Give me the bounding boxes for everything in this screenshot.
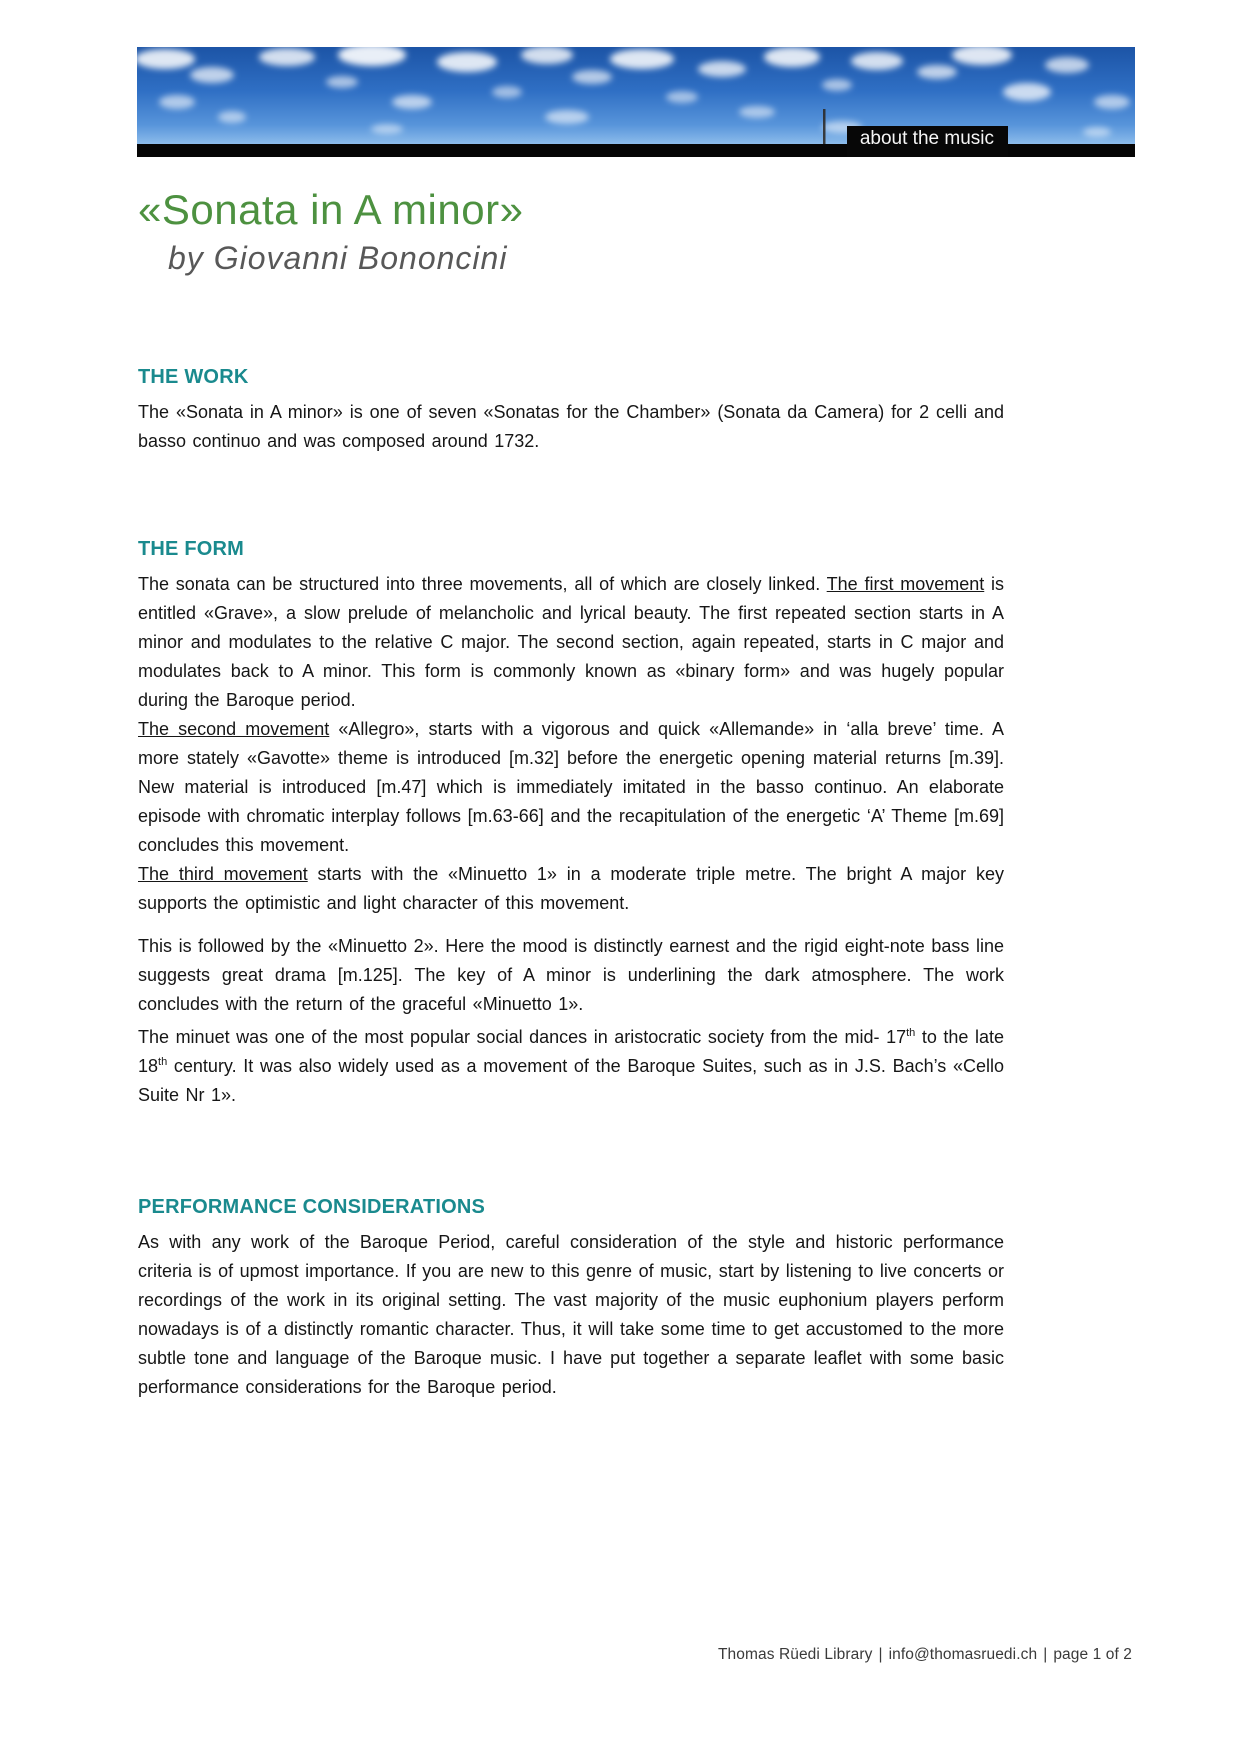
form-p2-underlined-phrase: The second movement: [138, 719, 330, 740]
page-subtitle: by Giovanni Bononcini: [168, 240, 508, 277]
form-p5-c: century. It was also widely used as a movement of the Baroque Suites, such as in J.S. Bach’s «Cello Suite Nr 1».: [138, 1056, 1004, 1106]
form-paragraph-first-movement: [138, 570, 1004, 715]
banner-label-text: about the music: [859, 128, 994, 149]
section-heading-the-form: THE FORM: [138, 538, 245, 561]
form-p1-intro: The sonata can be structured into three movements, all of which are closely linked.: [138, 574, 827, 595]
form-paragraph-third-movement: [138, 860, 1004, 918]
performance-paragraph: [138, 1228, 1004, 1402]
form-p4-text: This is followed by the «Minuetto 2». Here the mood is distinctly earnest and the rigid eight-note bass line suggests great drama [m.125]. The key of A minor is underlining the dark atmosphere. The work concludes with the return of the graceful «Minuetto 1».: [138, 936, 1004, 1015]
page-title: «Sonata in A minor»: [138, 186, 524, 233]
the-work-paragraph: [138, 398, 1004, 456]
form-p1-rest: is entitled «Grave», a slow prelude of melancholic and lyrical beauty. The first repeated section starts in A minor and modulates to the relative C major. The second section, again repeated, starts in C major and modulates back to A minor. This form is commonly known as «binary form» and was hugely popular during the Baroque period.: [138, 574, 1005, 711]
the-work-text: The «Sonata in A minor» is one of seven «Sonatas for the Chamber» (Sonata da Camera) for 2 celli and basso continuo and was composed around 1732.: [138, 402, 1004, 452]
footer-page-number: page 1 of 2: [1053, 1646, 1132, 1663]
content-column: [138, 0, 1004, 1402]
form-paragraph-minuet-history: [138, 1023, 1004, 1110]
footer-library-name: Thomas Rüedi Library: [717, 1646, 873, 1663]
section-heading-the-work: THE WORK: [138, 366, 249, 389]
footer-separator: |: [1043, 1646, 1048, 1663]
form-p3-rest: starts with the «Minuetto 1» in a moderate triple metre. The bright A major key supports the optimistic and light character of this movement.: [138, 864, 1004, 914]
form-paragraph-second-movement: [138, 715, 1004, 860]
form-paragraph-minuetto-2: [138, 932, 1004, 1019]
form-p5-a: The minuet was one of the most popular social dances in aristocratic society from the mid- 17: [138, 1027, 907, 1048]
section-heading-performance: PERFORMANCE CONSIDERATIONS: [138, 1196, 486, 1219]
form-p1-underlined-phrase: The first movement: [826, 574, 985, 595]
performance-text: As with any work of the Baroque Period, careful consideration of the style and historic performance criteria is of upmost importance. If you are new to this genre of music, start by listening to live concerts or recordings of the work in its original setting. The vast majority of the music euphonium players perform nowadays is of a distinctly romantic character. Thus, it will take some time to get accustomed to the more subtle tone and language of the Baroque music. I have put together a separate leaflet with some basic performance considerations for the Baroque period.: [138, 1232, 1004, 1398]
footer-email: info@thomasruedi.ch: [888, 1646, 1038, 1663]
form-p2-rest: «Allegro», starts with a vigorous and quick «Allemande» in ‘alla breve’ time. A more stately «Gavotte» theme is introduced [m.32] before the energetic opening material returns [m.39]. New material is introduced [m.47] which is immediately imitated in the basso continuo. An elaborate episode with chromatic interplay follows [m.63-66] and the recapitulation of the energetic ‘A’ Theme [m.69] concludes this movement.: [138, 719, 1004, 856]
page-footer: [718, 1646, 1132, 1664]
superscript-th-18: th: [158, 1056, 168, 1069]
form-p3-underlined-phrase: The third movement: [138, 864, 308, 885]
superscript-th-17: th: [906, 1027, 916, 1040]
form-p5-b: to the late 18: [138, 1027, 1004, 1077]
footer-separator: |: [878, 1646, 883, 1663]
